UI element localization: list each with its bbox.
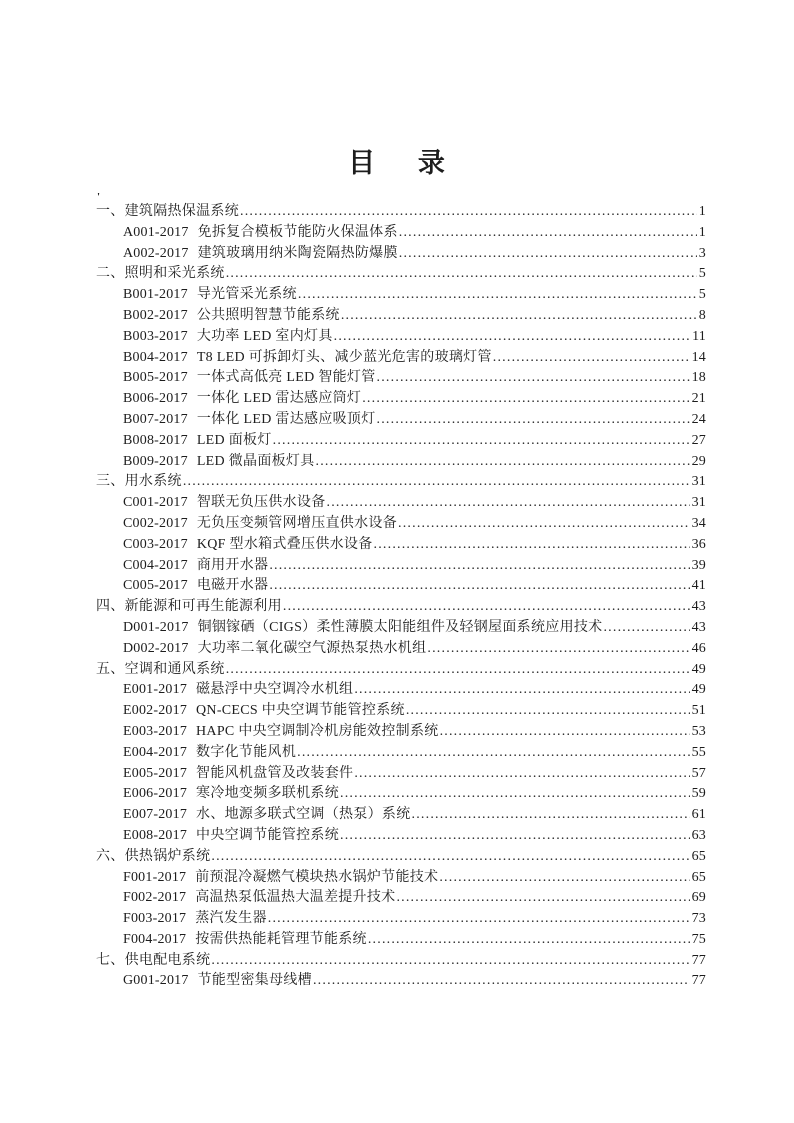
entry-label: 免拆复合模板节能防火保温体系 bbox=[197, 224, 398, 240]
entry-page: 49 bbox=[691, 661, 706, 677]
entry-label: 一体化 LED 雷达感应筒灯 bbox=[196, 391, 362, 407]
entry-page: 75 bbox=[691, 931, 706, 947]
entry-page: 24 bbox=[691, 411, 706, 427]
leader-dots bbox=[398, 514, 690, 535]
entry-label: 蒸汽发生器 bbox=[195, 911, 267, 927]
toc-row bbox=[96, 909, 706, 930]
leader-dots bbox=[354, 680, 689, 701]
entry-page: 65 bbox=[691, 869, 706, 885]
entry-code: B005-2017 bbox=[123, 370, 188, 386]
leader-dots bbox=[374, 535, 690, 556]
entry-page: 31 bbox=[691, 474, 706, 490]
leader-dots bbox=[226, 264, 697, 285]
toc-row bbox=[96, 285, 706, 306]
toc-row bbox=[96, 930, 706, 951]
leader-dots bbox=[334, 327, 690, 348]
entry-page: 5 bbox=[698, 287, 706, 303]
entry-page: 43 bbox=[691, 599, 706, 615]
toc-row bbox=[96, 764, 706, 785]
leader-dots bbox=[273, 431, 690, 452]
leader-dots bbox=[362, 389, 689, 410]
leader-dots bbox=[440, 722, 690, 743]
entry-label: 六、供热锅炉系统 bbox=[96, 848, 211, 864]
entry-label: 五、空调和通风系统 bbox=[96, 661, 225, 677]
entry-label: 商用开水器 bbox=[196, 557, 269, 573]
toc-row bbox=[96, 618, 706, 639]
entry-label: 前预混冷凝燃气模块热水锅炉节能技术 bbox=[195, 869, 439, 885]
entry-page: 49 bbox=[691, 682, 706, 698]
entry-label: 中央空调节能管控系统 bbox=[196, 827, 340, 843]
toc-row bbox=[96, 701, 706, 722]
entry-code: E005-2017 bbox=[123, 765, 188, 781]
entry-code: E006-2017 bbox=[123, 786, 188, 802]
entry-label: 导光管采光系统 bbox=[196, 287, 297, 303]
entry-label: 建筑玻璃用纳米陶瓷隔热防爆膜 bbox=[197, 245, 398, 261]
entry-label: QN-CECS 中央空调节能管控系统 bbox=[196, 703, 405, 719]
entry-code: A001-2017 bbox=[123, 224, 189, 240]
leader-dots bbox=[341, 306, 697, 327]
leader-dots bbox=[211, 951, 689, 972]
entry-label: 数字化节能风机 bbox=[196, 744, 297, 760]
toc-row bbox=[96, 660, 706, 681]
entry-page: 36 bbox=[691, 536, 706, 552]
toc-row bbox=[96, 264, 706, 285]
entry-label: 一、建筑隔热保温系统 bbox=[96, 204, 239, 219]
entry-page: 3 bbox=[698, 245, 706, 261]
toc-row bbox=[96, 472, 706, 493]
toc-row bbox=[96, 576, 706, 597]
leader-dots bbox=[340, 784, 690, 805]
entry-label: 水、地源多联式空调（热泵）系统 bbox=[196, 807, 411, 823]
entry-page: 57 bbox=[691, 765, 706, 781]
leader-dots bbox=[313, 971, 690, 992]
entry-label: 三、用水系统 bbox=[96, 474, 182, 490]
leader-dots bbox=[240, 202, 697, 223]
entry-code: B002-2017 bbox=[123, 307, 188, 323]
entry-page: 29 bbox=[691, 453, 706, 469]
entry-page: 65 bbox=[691, 848, 706, 864]
leader-dots bbox=[412, 805, 690, 826]
entry-page: 55 bbox=[691, 744, 706, 760]
toc-row bbox=[96, 306, 706, 327]
entry-code: B003-2017 bbox=[123, 328, 188, 344]
toc-row bbox=[96, 410, 706, 431]
entry-label: 大功率二氧化碳空气源热泵热水机组 bbox=[197, 640, 427, 656]
toc-row bbox=[96, 452, 706, 473]
entry-label: 铜铟镓硒（CIGS）柔性薄膜太阳能组件及轻钢屋面系统应用技术 bbox=[197, 619, 603, 635]
leader-dots bbox=[427, 639, 689, 660]
entry-code: E007-2017 bbox=[123, 807, 188, 823]
entry-code: E008-2017 bbox=[123, 827, 188, 843]
leader-dots bbox=[396, 888, 689, 909]
entry-label: 大功率 LED 室内灯具 bbox=[196, 328, 333, 344]
toc-row bbox=[96, 805, 706, 826]
entry-page: 1 bbox=[698, 204, 706, 219]
leader-dots bbox=[297, 743, 689, 764]
entry-code: E004-2017 bbox=[123, 744, 188, 760]
entry-page: 59 bbox=[691, 786, 706, 802]
entry-page: 61 bbox=[691, 807, 706, 823]
toc-row bbox=[96, 389, 706, 410]
entry-label: 智能风机盘管及改装套件 bbox=[196, 765, 354, 781]
leader-dots bbox=[377, 368, 690, 389]
entry-code: C002-2017 bbox=[123, 515, 188, 531]
page-title: 目 录 bbox=[348, 148, 446, 178]
leader-dots bbox=[340, 826, 690, 847]
toc-row bbox=[96, 348, 706, 369]
toc-row bbox=[96, 493, 706, 514]
entry-code: G001-2017 bbox=[123, 973, 189, 989]
leader-dots bbox=[269, 556, 689, 577]
entry-page: 73 bbox=[691, 911, 706, 927]
leader-dots bbox=[439, 868, 689, 889]
toc-row bbox=[96, 847, 706, 868]
entry-label: T8 LED 可拆卸灯头、减少蓝光危害的玻璃灯管 bbox=[196, 349, 492, 365]
leader-dots bbox=[226, 660, 690, 681]
toc-row bbox=[96, 244, 706, 265]
entry-label: 智联无负压供水设备 bbox=[196, 495, 326, 511]
entry-page: 11 bbox=[692, 328, 706, 344]
entry-label: KQF 型水箱式叠压供水设备 bbox=[196, 536, 373, 552]
leader-dots bbox=[269, 576, 689, 597]
toc-row bbox=[96, 722, 706, 743]
leader-dots bbox=[268, 909, 690, 930]
entry-code: B006-2017 bbox=[123, 391, 188, 407]
toc-row bbox=[96, 431, 706, 452]
entry-code: F002-2017 bbox=[123, 890, 187, 906]
leader-dots bbox=[399, 223, 697, 244]
entry-code: F003-2017 bbox=[123, 911, 187, 927]
toc-row bbox=[96, 327, 706, 348]
entry-code: C004-2017 bbox=[123, 557, 188, 573]
entry-code: E003-2017 bbox=[123, 723, 188, 739]
entry-label: 电磁开水器 bbox=[196, 578, 269, 594]
leader-dots bbox=[316, 452, 690, 473]
entry-page: 18 bbox=[691, 370, 706, 386]
entry-code: B001-2017 bbox=[123, 287, 188, 303]
entry-label: 七、供电配电系统 bbox=[96, 952, 211, 968]
entry-label: 磁悬浮中央空调冷水机组 bbox=[196, 682, 354, 698]
entry-page: 41 bbox=[691, 578, 706, 594]
toc-row bbox=[96, 202, 706, 223]
entry-label: 二、照明和采光系统 bbox=[96, 266, 225, 282]
leader-dots bbox=[183, 472, 690, 493]
stray-mark: ' bbox=[97, 191, 101, 203]
entry-code: E001-2017 bbox=[123, 682, 188, 698]
leader-dots bbox=[283, 597, 690, 618]
leader-dots bbox=[603, 618, 689, 639]
leader-dots bbox=[298, 285, 697, 306]
entry-label: HAPC 中央空调制冷机房能效控制系统 bbox=[196, 723, 439, 739]
leader-dots bbox=[368, 930, 690, 951]
entry-code: C005-2017 bbox=[123, 578, 188, 594]
entry-label: 公共照明智慧节能系统 bbox=[196, 307, 340, 323]
toc-row bbox=[96, 888, 706, 909]
entry-page: 43 bbox=[691, 619, 706, 635]
entry-code: E002-2017 bbox=[123, 703, 188, 719]
toc-row bbox=[96, 680, 706, 701]
entry-label: 高温热泵低温热大温差提升技术 bbox=[195, 890, 396, 906]
entry-page: 14 bbox=[691, 349, 706, 365]
entry-label: 无负压变频管网增压直供水设备 bbox=[196, 515, 398, 531]
entry-code: F004-2017 bbox=[123, 931, 187, 947]
entry-page: 27 bbox=[691, 432, 706, 448]
leader-dots bbox=[377, 410, 690, 431]
entry-page: 31 bbox=[691, 495, 706, 511]
entry-page: 1 bbox=[698, 224, 706, 240]
toc-row bbox=[96, 826, 706, 847]
leader-dots bbox=[211, 847, 689, 868]
entry-code: B004-2017 bbox=[123, 349, 188, 365]
toc-row bbox=[96, 743, 706, 764]
toc-row bbox=[96, 868, 706, 889]
entry-page: 46 bbox=[691, 640, 706, 656]
entry-label: LED 微晶面板灯具 bbox=[196, 453, 315, 469]
entry-code: C001-2017 bbox=[123, 495, 188, 511]
entry-code: A002-2017 bbox=[123, 245, 189, 261]
entry-label: 寒冷地变频多联机系统 bbox=[196, 786, 340, 802]
entry-page: 53 bbox=[691, 723, 706, 739]
leader-dots bbox=[327, 493, 690, 514]
leader-dots bbox=[354, 764, 689, 785]
entry-label: 按需供热能耗管理节能系统 bbox=[195, 931, 367, 947]
entry-label: 四、新能源和可再生能源利用 bbox=[96, 599, 282, 615]
leader-dots bbox=[493, 348, 690, 369]
toc-row bbox=[96, 597, 706, 618]
entry-page: 21 bbox=[691, 391, 706, 407]
leader-dots bbox=[406, 701, 690, 722]
entry-page: 5 bbox=[698, 266, 706, 282]
entry-page: 51 bbox=[691, 703, 706, 719]
toc-row bbox=[96, 223, 706, 244]
entry-code: B009-2017 bbox=[123, 453, 188, 469]
toc-row bbox=[96, 514, 706, 535]
entry-code: B008-2017 bbox=[123, 432, 188, 448]
entry-page: 63 bbox=[691, 827, 706, 843]
entry-page: 77 bbox=[691, 952, 706, 968]
entry-label: 一体化 LED 雷达感应吸顶灯 bbox=[196, 411, 376, 427]
toc-row bbox=[96, 951, 706, 972]
toc-row bbox=[96, 368, 706, 389]
entry-label: LED 面板灯 bbox=[196, 432, 272, 448]
toc-row bbox=[96, 556, 706, 577]
toc-row bbox=[96, 535, 706, 556]
entry-code: C003-2017 bbox=[123, 536, 188, 552]
toc-row bbox=[96, 784, 706, 805]
entry-page: 77 bbox=[691, 973, 706, 989]
entry-label: 节能型密集母线槽 bbox=[197, 973, 312, 989]
entry-code: D001-2017 bbox=[123, 619, 189, 635]
entry-page: 69 bbox=[691, 890, 706, 906]
toc-row bbox=[96, 971, 706, 992]
toc-list bbox=[96, 202, 706, 992]
entry-code: D002-2017 bbox=[123, 640, 189, 656]
entry-label: 一体式高低亮 LED 智能灯管 bbox=[196, 370, 376, 386]
leader-dots bbox=[399, 244, 697, 265]
entry-page: 34 bbox=[691, 515, 706, 531]
entry-code: B007-2017 bbox=[123, 411, 188, 427]
entry-code: F001-2017 bbox=[123, 869, 187, 885]
entry-page: 8 bbox=[698, 307, 706, 323]
toc-row bbox=[96, 639, 706, 660]
entry-page: 39 bbox=[691, 557, 706, 573]
